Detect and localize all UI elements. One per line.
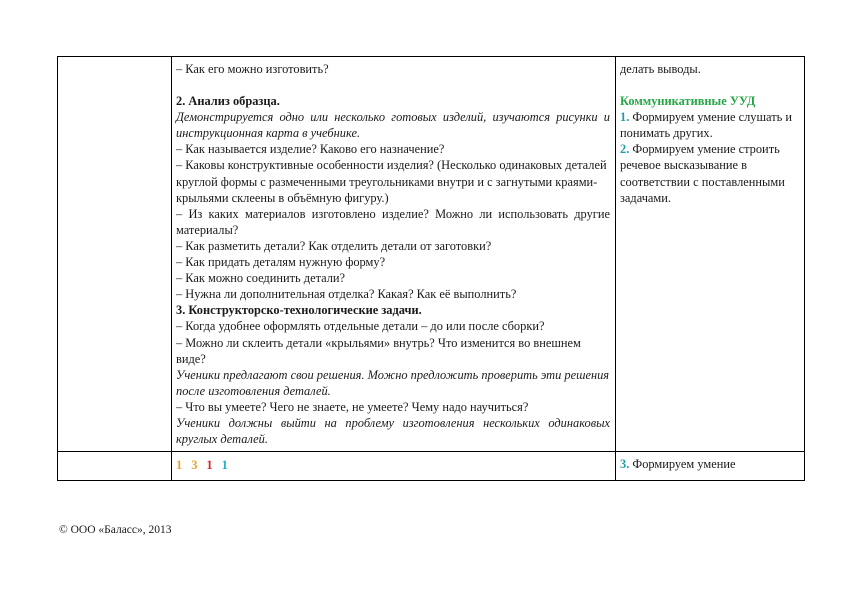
blank-left-cell <box>58 452 172 481</box>
lesson-line: Демонстрируется одно или несколько готовых изделий, изучаются рисунки и инструкционная карта в учебнике. <box>176 110 610 141</box>
digit: 1 <box>206 458 213 473</box>
lesson-line: – Как называется изделие? Каково его назначение? <box>176 142 445 157</box>
uud-cell <box>616 57 805 452</box>
uud-item-text: Формируем умение <box>632 457 736 472</box>
lesson-line: – Как его можно изготовить? <box>176 62 329 76</box>
copyright-footer: © ООО «Баласс», 2013 <box>59 524 172 536</box>
table-row <box>58 452 805 481</box>
lesson-line: – Что вы умеете? Чего не знаете, не умеете? Чему надо научиться? <box>176 399 529 414</box>
blank-left-cell <box>58 57 172 452</box>
lesson-line: – Как можно соединить детали? <box>176 271 346 286</box>
section-heading: 2. Анализ образца. <box>176 94 280 109</box>
uud-item-number: 3. <box>620 457 630 472</box>
lesson-line: – Как придать деталям нужную форму? <box>176 255 386 270</box>
uud-continuation: делать выводы. <box>620 62 701 76</box>
digit: 1 <box>176 458 183 473</box>
lesson-line: Ученики предлагают свои решения. Можно предложить проверить эти решения после изготовления деталей. <box>176 367 610 398</box>
uud-item-number: 1. <box>620 110 630 125</box>
lesson-table <box>57 56 805 481</box>
lesson-content <box>176 61 610 447</box>
lesson-line: – Как разметить детали? Как отделить детали от заготовки? <box>176 238 492 253</box>
lesson-line: Ученики должны выйти на проблему изготовления нескольких одинаковых круглых деталей. <box>176 415 610 447</box>
lesson-line: – Когда удобнее оформлять отдельные детали – до или после сборки? <box>176 319 545 334</box>
uud-item <box>620 141 799 205</box>
lesson-content-cell <box>172 57 616 452</box>
lesson-line <box>176 77 610 93</box>
lesson-line: – Каковы конструктивные особенности изделия? (Несколько одинаковых деталей круглой формы с размеченными треугольниками внутри и с загнутыми краями-крыльями склеены в объёмную фигуру.) <box>176 158 607 205</box>
uud-cell-bottom <box>616 452 805 481</box>
uud-item-text: Формируем умение слушать и понимать других. <box>620 110 792 141</box>
digits-cell <box>172 452 616 481</box>
digit: 1 <box>221 458 228 473</box>
lesson-line: – Нужна ли дополнительная отделка? Какая? Как её выполнить? <box>176 287 517 302</box>
uud-item-number: 2. <box>620 142 630 157</box>
uud-heading: Коммуникативные УУД <box>620 94 756 109</box>
table-row <box>58 57 805 452</box>
lesson-line: – Из каких материалов изготовлено изделие? Можно ли использовать другие материалы? <box>176 206 610 237</box>
uud-item <box>620 109 799 141</box>
uud-item-text: Формируем умение строить речевое высказывание в соответствии с поставленными задачами. <box>620 142 785 205</box>
digit: 3 <box>191 458 198 473</box>
lesson-line: – Можно ли склеить детали «крыльями» внутрь? Что изменится во внешнем виде? <box>176 335 581 366</box>
section-heading: 3. Конструкторско-технологические задачи. <box>176 303 422 318</box>
